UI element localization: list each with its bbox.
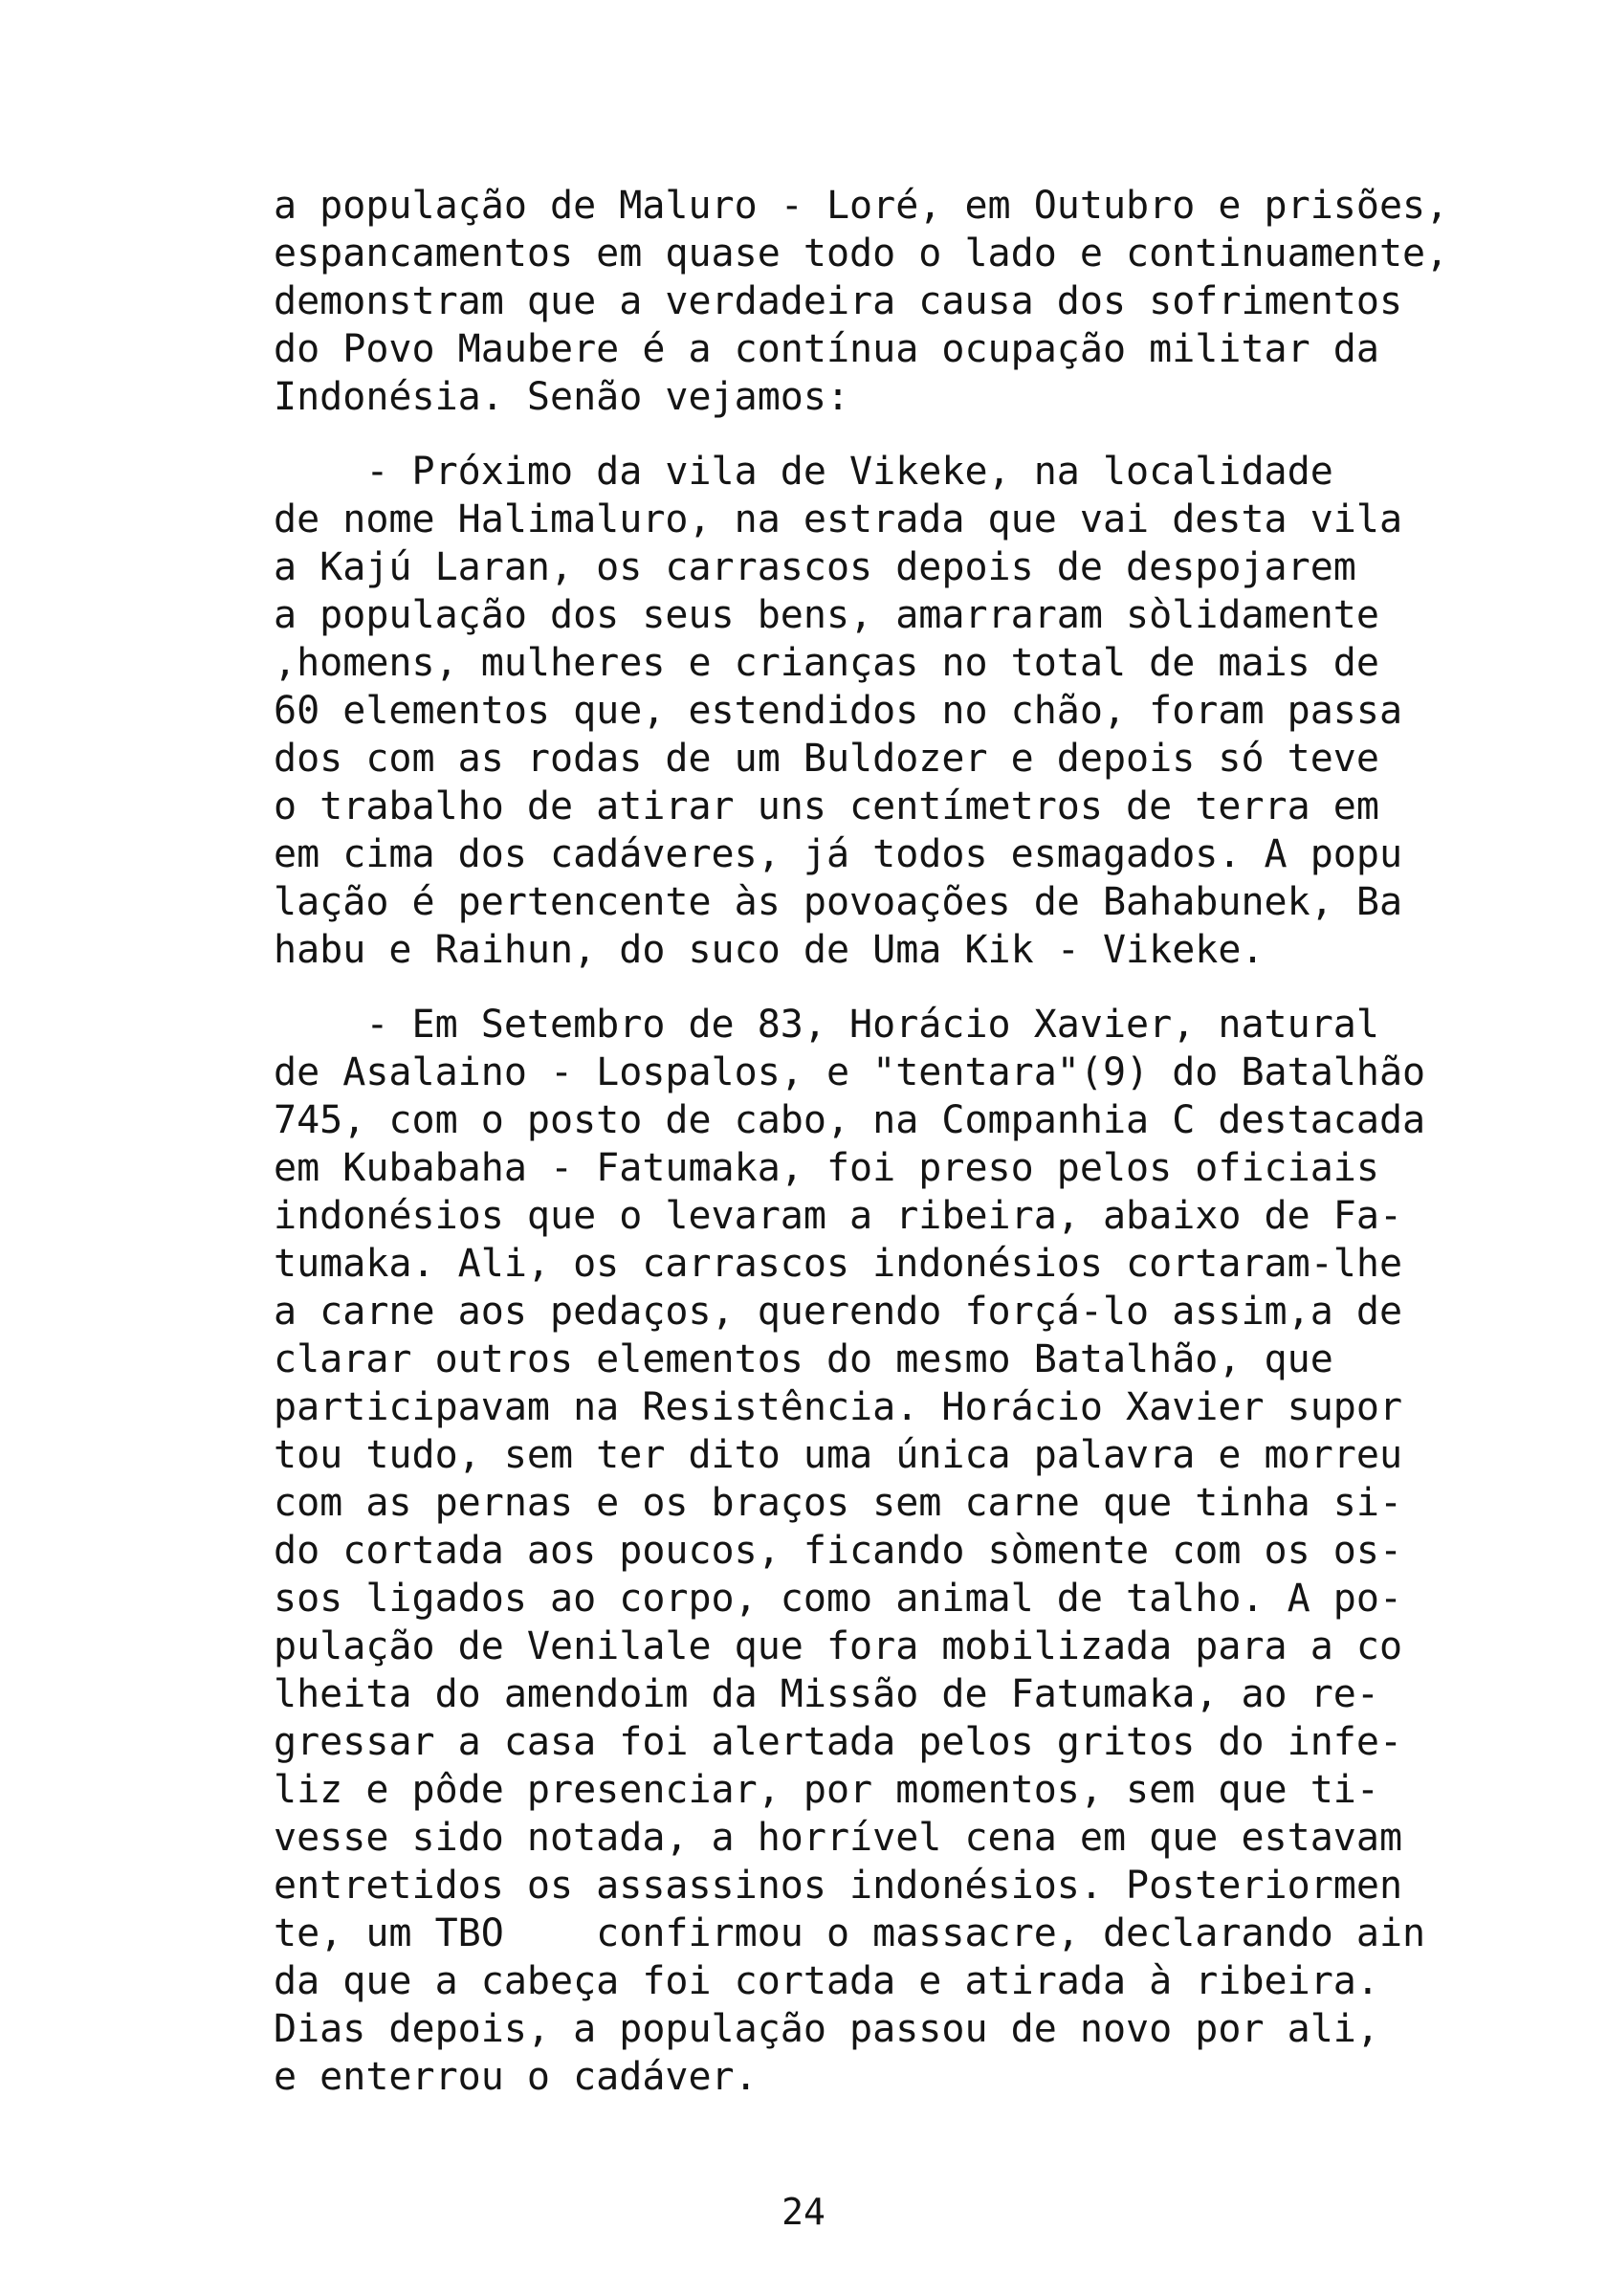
text-line: participavam na Resistência. Horácio Xavier supor [274, 1385, 1403, 1429]
paragraph [274, 182, 1517, 421]
body-text [274, 182, 1517, 2101]
text-line: tumaka. Ali, os carrascos indonésios cortaram-lhe [274, 1242, 1403, 1286]
text-line: em cima dos cadáveres, já todos esmagados. A popu [274, 832, 1403, 876]
text-line: da que a cabeça foi cortada e atirada à ribeira. [274, 1959, 1379, 2003]
text-line: dos com as rodas de um Buldozer e depois só teve [274, 737, 1379, 781]
text-line: a Kajú Laran, os carrascos depois de despojarem [274, 545, 1356, 589]
page-number: 24 [781, 2191, 826, 2233]
text-line: em Kubabaha - Fatumaka, foi preso pelos oficiais [274, 1146, 1379, 1190]
text-line: te, um TBO confirmou o massacre, declarando ain [274, 1911, 1426, 1955]
text-line: 60 elementos que, estendidos no chão, foram passa [274, 689, 1403, 733]
text-line: 745, com o posto de cabo, na Companhia C destacada [274, 1098, 1426, 1142]
text-line: ,homens, mulheres e crianças no total de mais de [274, 641, 1379, 685]
paragraph-gap [274, 974, 1517, 1001]
text-line: e enterrou o cadáver. [274, 2055, 758, 2099]
text-line: pulação de Venilale que fora mobilizada para a co [274, 1624, 1403, 1668]
text-line: - Próximo da vila de Vikeke, na localidade [274, 450, 1333, 494]
text-line: clarar outros elementos do mesmo Batalhão, que [274, 1337, 1333, 1381]
text-line: entretidos os assassinos indonésios. Posteriormen [274, 1864, 1403, 1908]
text-line: liz e pôde presenciar, por momentos, sem que ti- [274, 1768, 1379, 1812]
text-line: gressar a casa foi alertada pelos gritos do infe- [274, 1720, 1403, 1764]
text-line: a população dos seus bens, amarraram sòlidamente [274, 593, 1379, 637]
text-line: - Em Setembro de 83, Horácio Xavier, natural [274, 1003, 1379, 1047]
text-line: de Asalaino - Lospalos, e "tentara"(9) do Batalhão [274, 1050, 1426, 1094]
text-line: Indonésia. Senão vejamos: [274, 375, 850, 419]
text-line: lação é pertencente às povoações de Bahabunek, Ba [274, 880, 1403, 924]
paragraph [274, 448, 1517, 974]
text-line: de nome Halimaluro, na estrada que vai desta vila [274, 497, 1403, 541]
text-line: demonstram que a verdadeira causa dos sofrimentos [274, 279, 1403, 323]
paragraph-gap [274, 421, 1517, 448]
text-line: com as pernas e os braços sem carne que tinha si- [274, 1481, 1403, 1525]
text-line: do cortada aos poucos, ficando sòmente com os os- [274, 1529, 1403, 1573]
text-line: sos ligados ao corpo, como animal de talho. A po- [274, 1577, 1403, 1621]
paragraph [274, 1001, 1517, 2101]
text-line: do Povo Maubere é a contínua ocupação militar da [274, 327, 1379, 371]
text-line: indonésios que o levaram a ribeira, abaixo de Fa- [274, 1194, 1403, 1238]
text-line: a carne aos pedaços, querendo forçá-lo assim,a de [274, 1290, 1403, 1334]
text-line: tou tudo, sem ter dito uma única palavra e morreu [274, 1433, 1403, 1477]
text-line: a população de Maluro - Loré, em Outubro e prisões, [274, 184, 1449, 228]
text-line: habu e Raihun, do suco de Uma Kik - Vikeke. [274, 928, 1265, 972]
text-line: Dias depois, a população passou de novo por ali, [274, 2007, 1379, 2051]
text-line: espancamentos em quase todo o lado e continuamente, [274, 232, 1449, 276]
text-line: vesse sido notada, a horrível cena em que estavam [274, 1816, 1403, 1860]
text-line: lheita do amendoim da Missão de Fatumaka, ao re- [274, 1672, 1379, 1716]
text-line: o trabalho de atirar uns centímetros de terra em [274, 784, 1379, 828]
